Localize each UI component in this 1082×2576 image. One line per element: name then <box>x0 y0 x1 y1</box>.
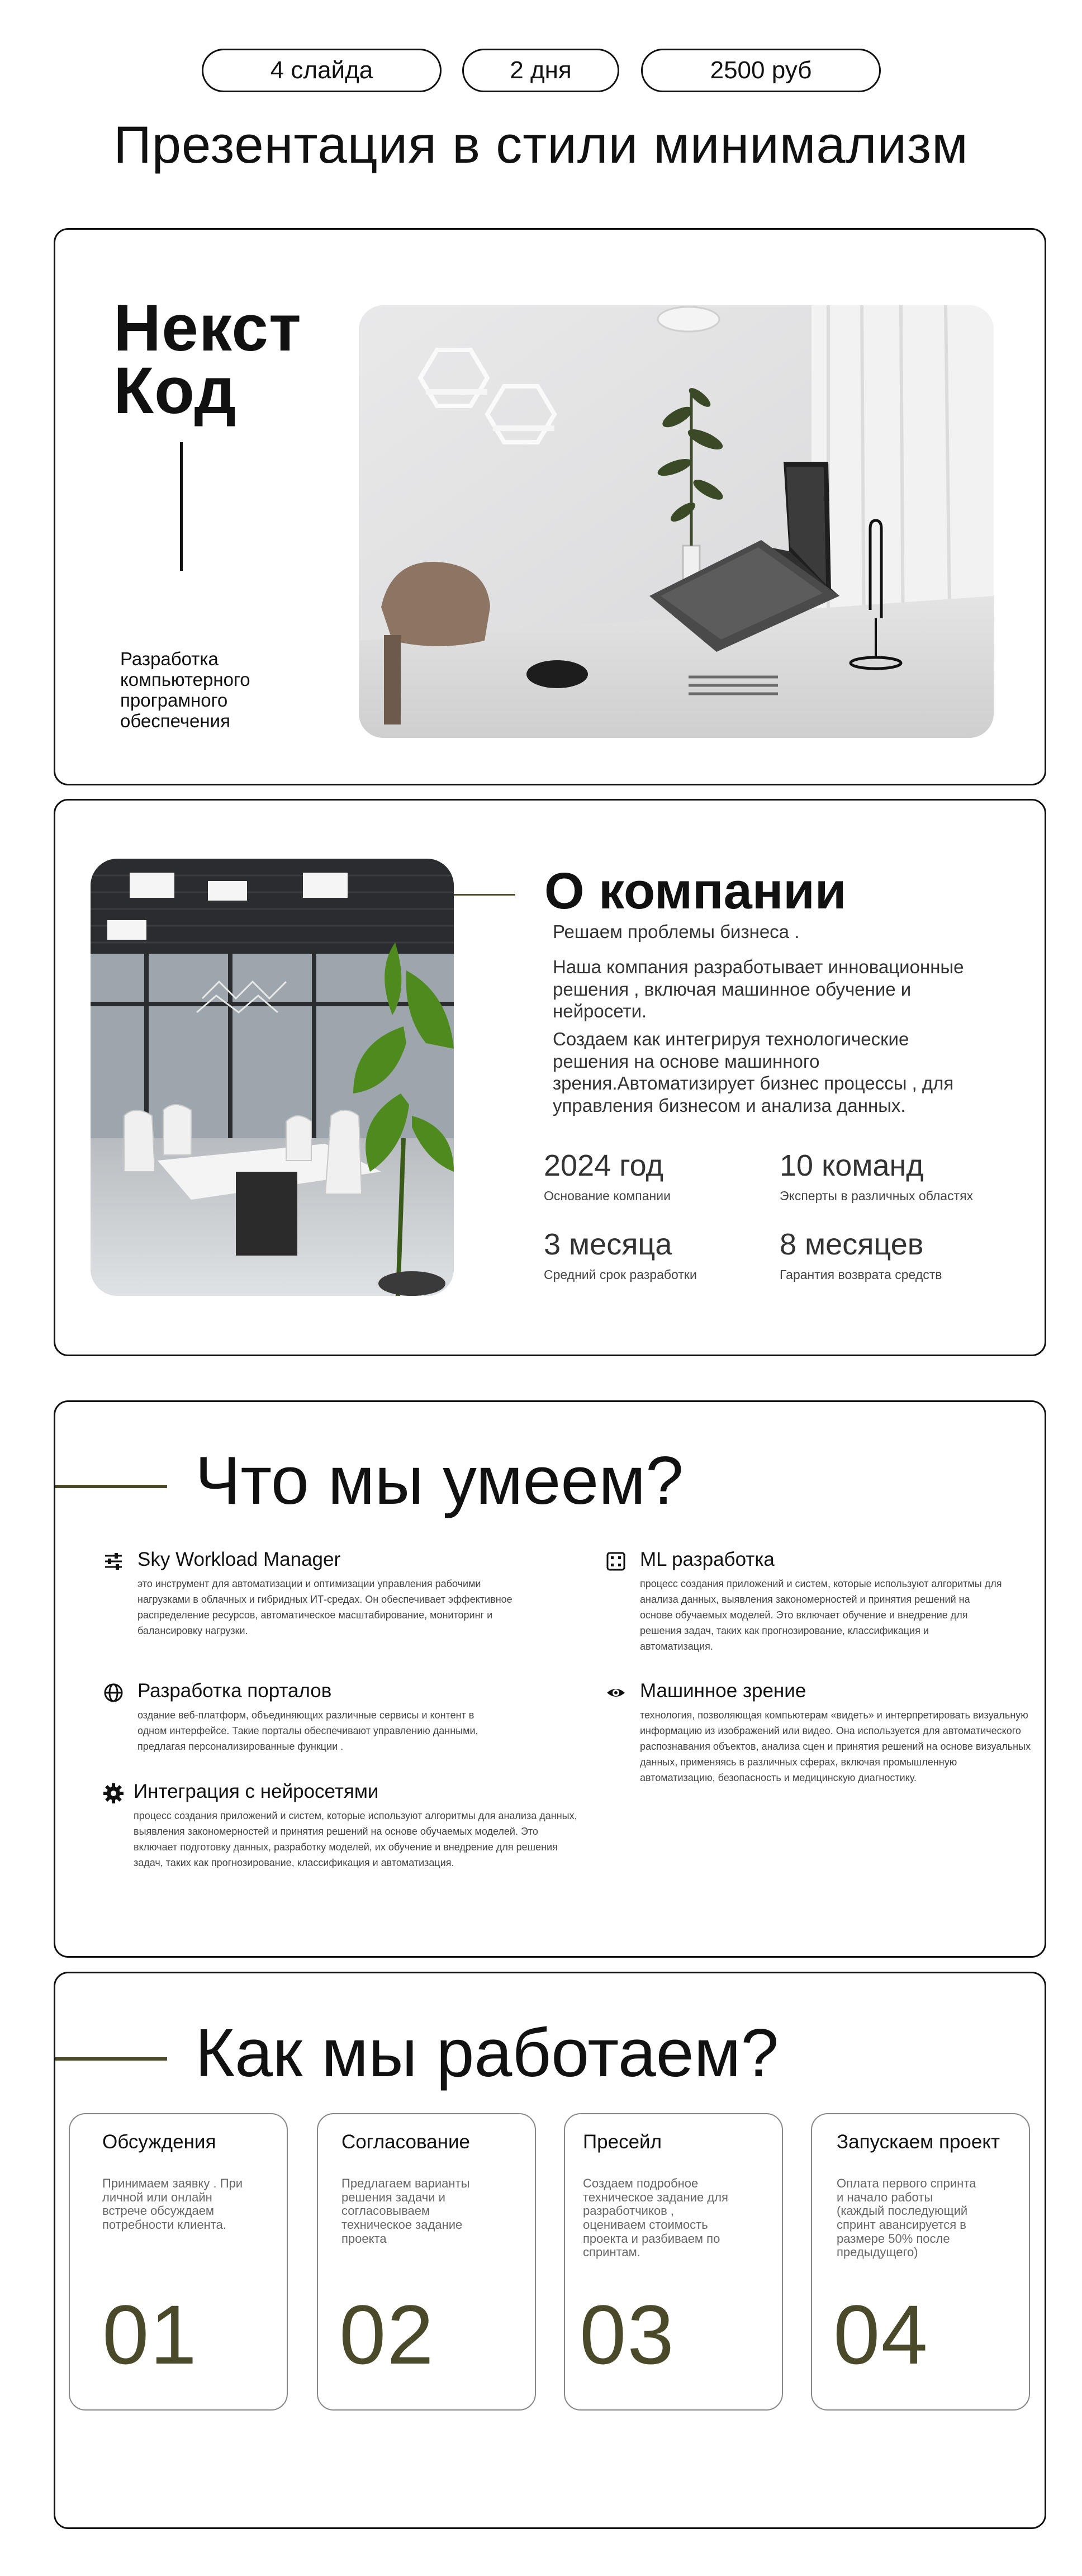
skill-desc-ml: процесс создания приложений и систем, которые используют алгоритмы для анализа данных, выявления закономерностей и принятия решений на основе обучаемых моделей. Это включает обучение и внедрение для решения задач, таких как прогнозирование, классификация и автоматизация. <box>640 1578 1002 1652</box>
step-title: Запускаем проект <box>837 2131 1000 2153</box>
step-number: 04 <box>833 2288 929 2381</box>
accent-line <box>55 1485 167 1488</box>
about-paragraph-3: Создаем как интегрируя технологические решения на основе машинного зрения.Автоматизирует бизнес процессы , для управления бизнесом и анализа данных. <box>553 1029 954 1116</box>
meeting-room-photo <box>91 859 454 1296</box>
skill-title-ml: ML разработка <box>640 1549 775 1570</box>
stat-value-founded: 2024 год <box>544 1149 663 1182</box>
skill-title-vision: Машинное зрение <box>640 1680 806 1702</box>
step-title: Пресейл <box>583 2131 662 2153</box>
step-title: Обсуждения <box>102 2131 216 2153</box>
step-number: 01 <box>102 2288 198 2381</box>
stat-label-founded: Основание компании <box>544 1188 671 1203</box>
skill-desc-sky-workload: это инструмент для автоматизации и оптимизации управления рабочими нагрузками в облачных и гибридных ИТ-средах. Он обеспечивает эффективное распределение ресурсов, автоматическое масштабирование, мониторинг и балансировку нагрузки. <box>137 1578 512 1636</box>
gear-icon <box>102 1782 125 1805</box>
brand-line-2: Код <box>113 354 237 428</box>
skill-desc-neural: процесс создания приложений и систем, которые используют алгоритмы для анализа данных, выявления закономерностей и принятия решений на основе обучаемых моделей. Это включает подготовку данных, разработку моделей, их обучение и внедрение для решения задач, таких как прогнозирование, классификация и автоматизация. <box>134 1810 577 1868</box>
skill-title-portals: Разработка порталов <box>137 1680 332 1702</box>
slide-process-card <box>54 1972 1046 2529</box>
stat-value-guarantee: 8 месяцев <box>780 1228 924 1261</box>
about-paragraph-2: Наша компания разработывает инновационные решения , включая машинное обучение и нейросети. <box>553 956 964 1022</box>
slide-title-card <box>54 228 1046 785</box>
accent-line <box>55 2057 167 2061</box>
skill-title-sky-workload: Sky Workload Manager <box>137 1549 341 1570</box>
step-number: 02 <box>339 2288 435 2381</box>
skill-desc-portals: оздание веб-платформ, объединяющих различные сервисы и контент в одном интерфейсе. Такие порталы обеспечивают управлению данными, предлагая персонализированные функции . <box>137 1710 478 1752</box>
process-step-4 <box>811 2113 1030 2411</box>
brand-tagline: Разработка компьютерного програмного обеспечения <box>120 648 250 731</box>
step-title: Согласование <box>341 2131 470 2153</box>
meeting-room-illustration <box>91 859 454 1296</box>
process-step-3 <box>564 2113 783 2411</box>
skills-title: Что мы умеем? <box>195 1442 684 1518</box>
price-badge: 2500 руб <box>641 49 881 92</box>
globe-icon <box>102 1682 125 1704</box>
slides-count-badge: 4 слайда <box>202 49 442 92</box>
step-desc: Предлагаем варианты решения задачи и согласовываем техническое задание проекта <box>341 2176 470 2246</box>
page-title: Презентация в стили минимализм <box>113 115 969 174</box>
brand-name <box>113 291 302 428</box>
office-desk-photo <box>359 305 994 738</box>
step-number: 03 <box>580 2288 675 2381</box>
grid-icon <box>605 1550 627 1573</box>
step-desc: Принимаем заявку . При личной или онлайн встрече обсуждаем потребности клиента. <box>102 2176 243 2232</box>
accent-line <box>454 894 515 896</box>
sliders-icon <box>102 1550 125 1573</box>
vertical-divider <box>180 442 183 571</box>
office-desk-illustration <box>359 305 994 738</box>
eye-icon <box>605 1682 627 1704</box>
stat-label-guarantee: Гарантия возврата средств <box>780 1267 942 1282</box>
process-step-1 <box>69 2113 288 2411</box>
slide-about-card <box>54 799 1046 1356</box>
stat-label-teams: Эксперты в различных областях <box>780 1188 974 1203</box>
about-title: О компании <box>544 863 847 920</box>
stat-label-dev-time: Средний срок разработки <box>544 1267 697 1282</box>
brand-line-1: Некст <box>113 291 302 365</box>
step-desc: Создаем подробное техническое задание для разработчиков , оцениваем стоимость проекта и разбиваем по спринтам. <box>583 2176 728 2260</box>
skill-desc-vision: технология, позволяющая компьютерам «видеть» и интерпретировать визуальную информацию из изображений или видео. Она используется для автоматического распознавания объектов, анализа сцен и принятия решений на основе визуальных данных, применяясь в различных сферах, включая промышленную автоматизацию, безопасность и медицинскую диагностику. <box>640 1710 1031 1783</box>
duration-badge: 2 дня <box>462 49 619 92</box>
stat-value-dev-time: 3 месяца <box>544 1228 672 1261</box>
process-title: Как мы работаем? <box>195 2015 779 2091</box>
step-desc: Оплата первого спринта и начало работы (каждый последующий спринт авансируется в размере 50% после предыдущего) <box>837 2176 976 2260</box>
skill-title-neural: Интеграция с нейросетями <box>134 1781 379 1802</box>
process-step-2 <box>317 2113 536 2411</box>
stat-value-teams: 10 команд <box>780 1149 924 1182</box>
about-paragraph-1: Решаем проблемы бизнеса . <box>553 921 800 942</box>
slide-skills-card <box>54 1400 1046 1958</box>
